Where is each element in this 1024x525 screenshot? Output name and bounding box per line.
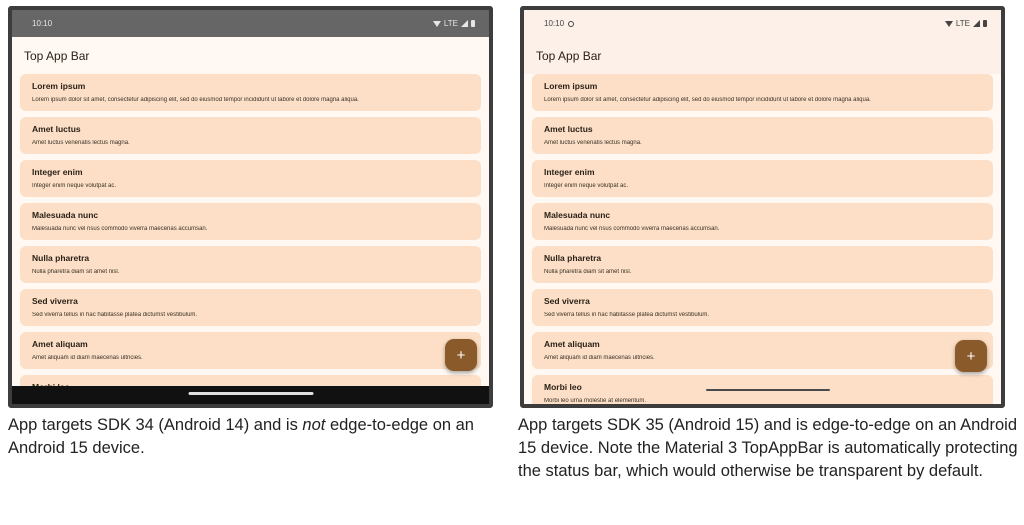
device-screenshot-sdk34: [8, 6, 493, 408]
gesture-handle[interactable]: [706, 389, 830, 391]
list-item-title: Nulla pharetra: [544, 253, 602, 263]
list-item-body: Amet aliquam id diam maecenas ultricies.: [32, 355, 143, 361]
plus-icon: +: [966, 347, 976, 365]
list-item-body: Malesuada nunc vel risus commodo viverra maecenas accumsan.: [544, 226, 720, 232]
list-item-body: Amet luctus venenatis lectus magna.: [32, 140, 130, 146]
list-item-title: Amet aliquam: [544, 339, 600, 349]
top-app-bar-title: Top App Bar: [536, 48, 602, 63]
list-item[interactable]: [20, 246, 481, 283]
list-item-title: Sed viverra: [544, 296, 590, 306]
battery-icon: [983, 20, 987, 27]
top-app-bar-title: Top App Bar: [24, 48, 90, 63]
item-list[interactable]: [12, 74, 489, 408]
list-item-body: Nulla pharetra diam sit amet nisl.: [32, 269, 120, 275]
list-item[interactable]: [20, 117, 481, 154]
status-bar: [12, 10, 489, 37]
list-item[interactable]: [532, 375, 993, 408]
list-item-body: Integer enim neque volutpat ac.: [32, 183, 117, 189]
list-item-body: Morbi leo urna molestie at elementum.: [544, 398, 647, 404]
wifi-icon: [945, 21, 953, 27]
list-item-title: Amet luctus: [544, 124, 593, 134]
list-item[interactable]: [532, 289, 993, 326]
list-item-title: Malesuada nunc: [32, 210, 99, 220]
caption-text: App targets SDK 35 (Android 15) and is edge-to-edge on an Android 15 device. Note the Material 3 TopAppBar is automatically protecting the status bar, which would otherwise be transparent by default.: [518, 416, 1018, 480]
gesture-handle[interactable]: [188, 392, 313, 395]
list-item-title: Amet luctus: [32, 124, 81, 134]
list-item[interactable]: [20, 203, 481, 240]
list-item-title: Amet aliquam: [32, 339, 88, 349]
list-item-title: Nulla pharetra: [32, 253, 90, 263]
caption-text: edge-to-edge on an Android 15 device.: [8, 416, 474, 457]
list-item[interactable]: [532, 246, 993, 283]
list-item-title: Sed viverra: [32, 296, 78, 306]
add-fab-button[interactable]: [445, 339, 477, 371]
list-item[interactable]: [532, 74, 993, 111]
list-item[interactable]: [532, 160, 993, 197]
item-list[interactable]: [524, 74, 1001, 408]
list-item[interactable]: [20, 332, 481, 369]
add-fab-button[interactable]: [955, 340, 987, 372]
status-time: 10:10: [544, 19, 565, 28]
list-item-title: Lorem ipsum: [32, 81, 86, 91]
list-item-title: Malesuada nunc: [544, 210, 611, 220]
list-item[interactable]: [20, 74, 481, 111]
list-item-body: Nulla pharetra diam sit amet nisl.: [544, 269, 632, 275]
caption-text: App targets SDK 34 (Android 14) and is: [8, 416, 303, 434]
signal-icon: [973, 20, 980, 27]
list-item[interactable]: [532, 117, 993, 154]
battery-icon: [471, 20, 475, 27]
wifi-icon: [433, 21, 441, 27]
caption-sdk34: [8, 414, 513, 460]
signal-icon: [461, 20, 468, 27]
caption-emphasis: not: [302, 416, 326, 434]
caption-sdk35: [518, 414, 1018, 483]
network-label: LTE: [443, 19, 458, 28]
list-item-body: Sed viverra tellus in hac habitasse platea dictumst vestibulum.: [544, 312, 710, 318]
list-item-title: Integer enim: [544, 167, 595, 177]
status-time: 10:10: [32, 19, 53, 28]
list-item-body: Sed viverra tellus in hac habitasse platea dictumst vestibulum.: [32, 312, 198, 318]
list-item-body: Integer enim neque volutpat ac.: [544, 183, 629, 189]
device-screenshot-sdk35: [520, 6, 1005, 408]
navigation-bar: [12, 386, 489, 404]
top-app-bar: [12, 37, 489, 74]
list-item[interactable]: [532, 332, 993, 369]
list-item-body: Lorem ipsum dolor sit amet, consectetur adipiscing elit, sed do eiusmod tempor incididunt ut labore et dolore magna aliqua.: [32, 97, 359, 103]
list-item[interactable]: [532, 203, 993, 240]
list-item-title: Integer enim: [32, 167, 83, 177]
list-item-body: Malesuada nunc vel risus commodo viverra maecenas accumsan.: [32, 226, 208, 232]
list-item[interactable]: [20, 160, 481, 197]
list-item-body: Amet luctus venenatis lectus magna.: [544, 140, 642, 146]
list-item-body: Amet aliquam id diam maecenas ultricies.: [544, 355, 655, 361]
status-bar: [524, 10, 1001, 37]
list-item-body: Lorem ipsum dolor sit amet, consectetur adipiscing elit, sed do eiusmod tempor incididunt ut labore et dolore magna aliqua.: [544, 97, 871, 103]
network-label: LTE: [955, 19, 970, 28]
list-item-title: Morbi leo: [544, 382, 582, 392]
list-item-title: Lorem ipsum: [544, 81, 598, 91]
list-item[interactable]: [20, 289, 481, 326]
top-app-bar: [524, 37, 1001, 74]
plus-icon: +: [456, 346, 466, 364]
settings-icon: [568, 21, 574, 27]
